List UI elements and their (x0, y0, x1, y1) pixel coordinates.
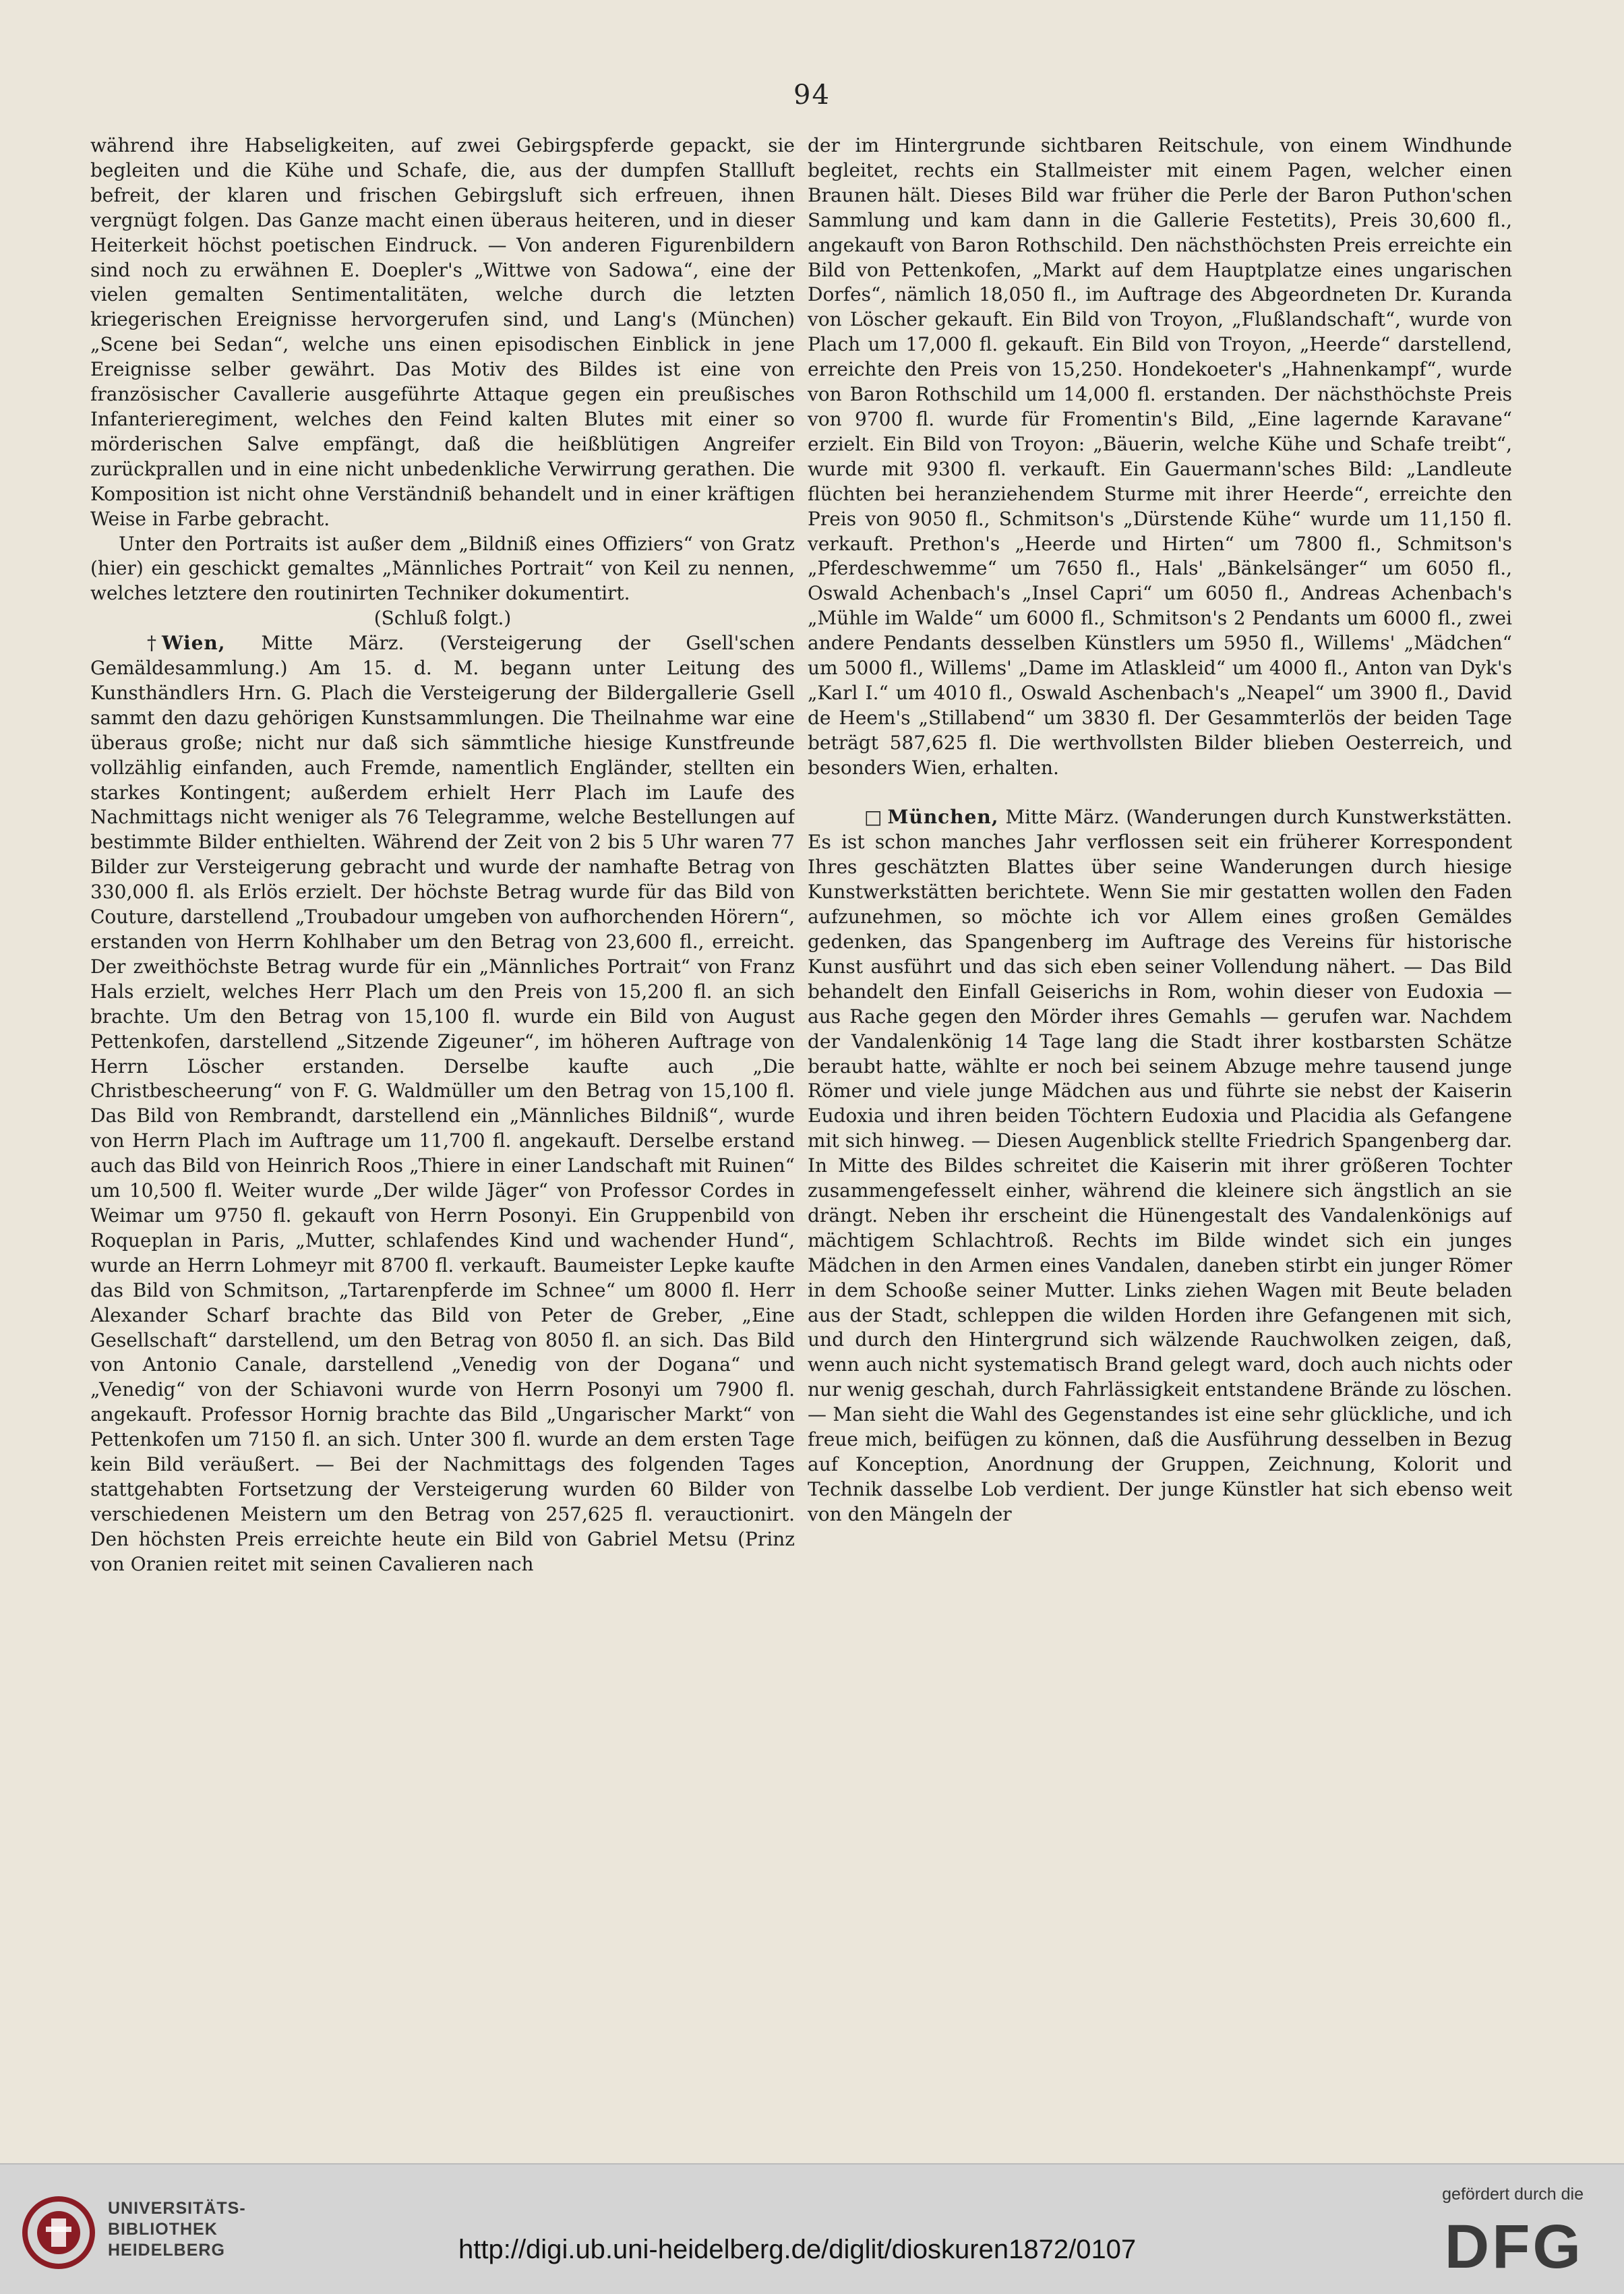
paragraph-text: während ihre Habseligkeiten, auf zwei Gebirgspferde gepackt, sie begleiten und die Kühe und Schafe, die, aus der dumpfen Stallluft befreit, der klaren und frischen Gebirgsluft sich erfreuen, ihnen vergnügt folgen. Das Ganze macht einen überaus heiteren, und in dieser Heiterkeit höchst poetischen Eindruck. — Von anderen Figurenbildern sind noch zu erwähnen E. Doepler's „Wittwe von Sadowa“, eine der vielen gemalten Sentimentalitäten, welche durch die letzten kriegerischen Ereignisse hervorgerufen sind, und Lang's (München) „Scene bei Sedan“, welche uns einen episodischen Einblick in jene Ereignisse selber gewährt. Das Motiv des Bildes ist eine von französischer Cavallerie ausgeführte Attaque gegen ein preußisches Infanterieregiment, welches den Feind kalten Blutes mit einer so mörderischen Salve empfängt, daß die heißblütigen Angreifer zurückprallen und in eine nicht unbedenkliche Verwirrung gerathen. Die Komposition ist nicht ohne Verständniß behandelt und in einer kräftigen Weise in Farbe gebracht. (90, 134, 795, 530)
paragraph (808, 134, 1512, 781)
page-number: 94 (793, 80, 831, 111)
funding-note: gefördert durch die (1442, 2185, 1584, 2204)
article-headline: Wien, (162, 632, 226, 655)
viewer-footer (0, 2163, 1624, 2294)
dfg-logo: DFG (1444, 2212, 1584, 2281)
library-name (108, 2198, 246, 2261)
paragraph (90, 631, 795, 1577)
article-headline: München, (887, 806, 999, 829)
paragraph-text: Unter den Portraits ist außer dem „Bildniß eines Offiziers“ von Gratz (hier) ein geschickt gemaltes „Männliches Portrait“ von Keil zu nennen, welches letztere den routinirten Techniker dokumentirt. (90, 532, 795, 605)
university-library-logo-icon (22, 2196, 96, 2270)
paragraph (90, 532, 795, 607)
library-name-line1: UNIVERSITÄTS- (108, 2199, 246, 2218)
library-name-line2: BIBLIOTHEK (108, 2220, 218, 2239)
section-marker: † (147, 632, 156, 655)
paragraph-text: Mitte März. (Wanderungen durch Kunstwerkstätten. Es ist schon manches Jahr verflossen seit ein früherer Korrespondent Ihres geschätzten Blattes über seine Wanderungen durch hiesige Kunstwerkstätten berichtete. Wenn Sie mir gestatten wollen den Faden aufzunehmen, so möchte ich vor Allem eines großen Gemäldes gedenken, das Spangenberg im Auftrage des Vereins für historische Kunst ausführt und das sich eben seiner Vollendung nähert. — Das Bild behandelt den Einfall Geiserichs in Rom, wohin dieser von Eudoxia — aus Rache gegen den Mörder ihres Gemahls — gerufen war. Nachdem der Vandalenkönig 14 Tage lang die Stadt ihrer kostbarsten Schätze beraubt hatte, wählte er noch bei seinem Abzuge mehre tausend junge Römer und viele junge Mädchen aus und führte sie nebst der Kaiserin Eudoxia und ihren beiden Töchtern Eudoxia und Placidia als Gefangene mit sich hinweg. — Diesen Augenblick stellte Friedrich Spangenberg dar. In Mitte des Bildes schreitet die Kaiserin mit ihrer größeren Tochter zusammengefesselt einher, während die kleinere sich ängstlich an sie drängt. Neben ihr erscheint die Hünengestalt des Vandalenkönigs auf mächtigem Schlachtroß. Rechts im Bilde windet sich ein junges Mädchen in den Armen eines Vandalen, daneben stirbt ein junger Römer in dem Schooße seiner Mutter. Links ziehen Wagen mit Beute beladen aus der Stadt, schleppen die wilden Horden ihre Gefangenen mit sich, und durch den Hintergrund sich wälzende Rauchwolken zeigen, daß, wenn auch nicht systematisch Brand gelegt ward, doch auch nichts oder nur wenig geschah, durch Fahrlässigkeit entstandene Brände zu löschen. — Man sieht die Wahl des Gegenstandes ist eine sehr glückliche, und ich freue mich, beifügen zu können, daß die Ausführung desselben in Bezug auf Konception, Anordnung der Gruppen, Zeichnung, Kolorit und Technik dasselbe Lob verdient. Der junge Künstler hat sich ebenso weit von den Mängeln der (808, 806, 1512, 1525)
paragraph (90, 134, 795, 532)
paragraph (808, 805, 1512, 1527)
section-marker: □ (864, 806, 882, 829)
paragraph-text: (Schluß folgt.) (373, 607, 512, 630)
right-column (808, 134, 1512, 2129)
left-column (90, 134, 795, 2129)
paragraph-text: der im Hintergrunde sichtbaren Reitschule, von einem Windhunde begleitet, rechts ein Stallmeister mit einem Pagen, welcher einen Braunen hält. Dieses Bild war früher die Perle der Baron Puthon'schen Sammlung und kam dann in die Gallerie Festetits), Preis 30,600 fl., angekauft von Baron Rothschild. Den nächsthöchsten Preis erreichte ein Bild von Pettenkofen, „Markt auf dem Hauptplatze eines ungarischen Dorfes“, nämlich 18,050 fl., im Auftrage des Abgeordneten Dr. Kuranda von Löscher gekauft. Ein Bild von Troyon, „Flußlandschaft“, wurde von Plach um 17,000 fl. gekauft. Ein Bild von Troyon, „Heerde“ darstellend, erreichte den Preis von 15,250. Hondekoeter's „Hahnenkampf“, wurde von Baron Rothschild um 14,000 fl. erstanden. Der nächsthöchste Preis von 9700 fl. wurde für Fromentin's Bild, „Eine lagernde Karavane“ erzielt. Ein Bild von Troyon: „Bäuerin, welche Kühe und Schafe treibt“, wurde mit 9300 fl. verkauft. Ein Gauermann'sches Bild: „Landleute flüchten bei heranziehendem Sturme mit ihrer Heerde“, erreichte den Preis von 9050 fl., Schmitson's „Dürstende Kühe“ wurde um 11,150 fl. verkauft. Prethon's „Heerde und Hirten“ um 7800 fl., Schmitson's „Pferdeschwemme“ um 7650 fl., Hals' „Bänkelsänger“ um 6050 fl., Oswald Achenbach's „Insel Capri“ um 6050 fl., Andreas Achenbach's „Mühle im Walde“ um 6000 fl., Schmitson's 2 Pendants um 6000 fl., zwei andere Pendants desselben Künstlers um 5950 fl., Willems' „Mädchen“ um 5000 fl., Willems' „Dame im Atlaskleid“ um 4000 fl., Anton van Dyk's „Karl I.“ um 4010 fl., Oswald Aschenbach's „Neapel“ um 3900 fl., David de Heem's „Stillabend“ um 3830 fl. Der Gesammterlös der beiden Tage beträgt 587,625 fl. Die werthvollsten Bilder blieben Oesterreich, und besonders Wien, erhalten. (808, 134, 1512, 779)
paragraph-text: Mitte März. (Versteigerung der Gsell'schen Gemäldesammlung.) Am 15. d. M. begann unter Leitung des Kunsthändlers Hrn. G. Plach die Versteigerung der Bildergallerie Gsell sammt den dazu gehörigen Kunstsammlungen. Die Theilnahme war eine überaus große; nicht nur daß sich sämmtliche hiesige Kunstfreunde vollzählig einfanden, auch Fremde, namentlich Engländer, stellten ein starkes Kontingent; außerdem erhielt Herr Plach im Laufe des Nachmittags nicht weniger als 76 Telegramme, welche Bestellungen auf bestimmte Bilder enthielten. Während der Zeit von 2 bis 5 Uhr waren 77 Bilder zur Versteigerung gebracht und wurde der namhafte Betrag von 330,000 fl. als Erlös erzielt. Der höchste Betrag wurde für das Bild von Couture, darstellend „Troubadour umgeben von aufhorchenden Hörern“, erstanden von Herrn Kohlhaber um den Betrag von 23,600 fl., erreicht. Der zweithöchste Betrag wurde für ein „Männliches Portrait“ von Franz Hals erzielt, welches Herr Plach um den Preis von 15,200 fl. an sich brachte. Um den Betrag von 15,100 fl. wurde ein Bild von August Pettenkofen, darstellend „Sitzende Zigeuner“, im höheren Auftrage von Herrn Löscher erstanden. Derselbe kaufte auch „Die Christbescheerung“ von F. G. Waldmüller um den Betrag von 15,100 fl. Das Bild von Rembrandt, darstellend ein „Männliches Bildniß“, wurde von Herrn Plach im Auftrage um 11,700 fl. angekauft. Derselbe erstand auch das Bild von Heinrich Roos „Thiere in einer Landschaft mit Ruinen“ um 10,500 fl. Weiter wurde „Der wilde Jäger“ von Professor Cordes in Weimar um 9750 fl. gekauft von Herrn Posonyi. Ein Gruppenbild von Roqueplan in Paris, „Mutter, schlafendes Kind und wachender Hund“, wurde an Herrn Lohmeyr mit 8700 fl. verkauft. Baumeister Lepke kaufte das Bild von Schmitson, „Tartarenpferde im Schnee“ um 8000 fl. Herr Alexander Scharf brachte das Bild von Peter de Greber, „Eine Gesellschaft“ darstellend, um den Betrag von 8050 fl. an sich. Das Bild von Antonio Canale, darstellend „Venedig von der Dogana“ und „Venedig“ von der Schiavoni wurde von Herrn Posonyi um 7900 fl. angekauft. Professor Hornig brachte das Bild „Ungarischer Markt“ von Pettenkofen um 7150 fl. an sich. Unter 300 fl. wurde an dem ersten Tage kein Bild veräußert. — Bei der Nachmittags des folgenden Tages stattgehabten Fortsetzung der Versteigerung wurden 60 Bilder von verschiedenen Meistern um den Betrag von 257,625 fl. verauctionirt. Den höchsten Preis erreichte heute ein Bild von Gabriel Metsu (Prinz von Oranien reitet mit seinen Cavalieren nach (90, 632, 795, 1575)
paragraph (90, 606, 795, 631)
permalink-url[interactable]: http://digi.ub.uni-heidelberg.de/diglit/dioskuren1872/0107 (458, 2235, 1137, 2264)
library-name-line3: HEIDELBERG (108, 2241, 225, 2260)
